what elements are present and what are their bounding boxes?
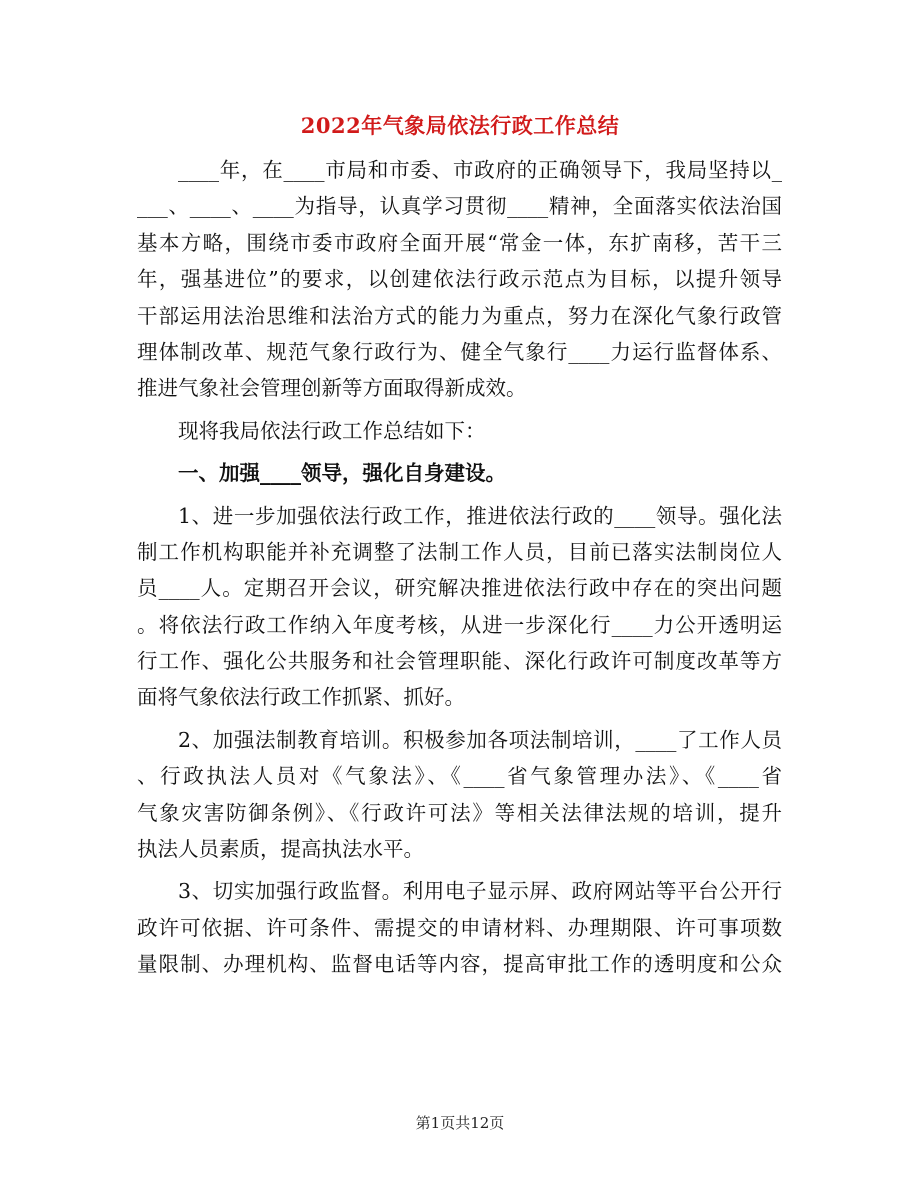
page-number: 第1页共12页 — [415, 1114, 505, 1132]
paragraph-line: 量限制、办理机构、监督电话等内容，提高审批工作的透明度和公众 — [137, 952, 782, 977]
paragraph-line: 2、加强法制教育培训。积极参加各项法制培训，____了工作人员 — [178, 727, 782, 752]
paragraph-line: 执法人员素质，提高执法水平。 — [137, 837, 424, 862]
paragraph-line: 理体制改革、规范气象行政行为、健全气象行____力运行监督体系、 — [137, 339, 782, 364]
document-title: 2022年气象局依法行政工作总结 — [300, 113, 620, 138]
paragraph-line: 。将依法行政工作纳入年度考核，从进一步深化行____力公开透明运 — [137, 612, 782, 637]
paragraph-line: 推进气象社会管理创新等方面取得新成效。 — [137, 376, 527, 401]
section-heading: 一、加强____领导，强化自身建设。 — [178, 461, 506, 486]
paragraph-line: 行工作、强化公共服务和社会管理职能、深化行政许可制度改革等方 — [137, 649, 782, 674]
paragraph-line: 基本方略，围绕市委市政府全面开展“常金一体，东扩南移，苦干三 — [137, 230, 782, 255]
paragraph-line: 年，强基进位”的要求，以创建依法行政示范点为目标，以提升领导 — [137, 267, 782, 292]
paragraph-line: ____年，在____市局和市委、市政府的正确领导下，我局坚持以_ — [178, 158, 782, 182]
paragraph-line: 政许可依据、许可条件、需提交的申请材料、办理期限、许可事项数 — [137, 915, 782, 940]
paragraph-line: 干部运用法治思维和法治方式的能力为重点，努力在深化气象行政管 — [137, 303, 782, 328]
paragraph-line: 、行政执法人员对《气象法》、《____省气象管理办法》、《____省 — [137, 764, 782, 789]
paragraph-line: 1、进一步加强依法行政工作，推进依法行政的____领导。强化法 — [178, 503, 782, 528]
paragraph-line: 气象灾害防御条例》、《行政许可法》等相关法律法规的培训，提升 — [137, 800, 782, 825]
paragraph-line: 现将我局依法行政工作总结如下： — [178, 418, 486, 443]
paragraph-line: 3、切实加强行政监督。利用电子显示屏、政府网站等平台公开行 — [178, 879, 782, 904]
paragraph-line: 制工作机构职能并补充调整了法制工作人员，目前已落实法制岗位人 — [137, 539, 782, 564]
paragraph-line: 面将气象依法行政工作抓紧、抓好。 — [137, 685, 465, 710]
document-body — [137, 152, 782, 983]
paragraph-line: ___、____、____为指导，认真学习贯彻____精神，全面落实依法治国 — [137, 194, 782, 219]
paragraph-line: 员____人。定期召开会议，研究解决推进依法行政中存在的突出问题 — [137, 576, 782, 601]
